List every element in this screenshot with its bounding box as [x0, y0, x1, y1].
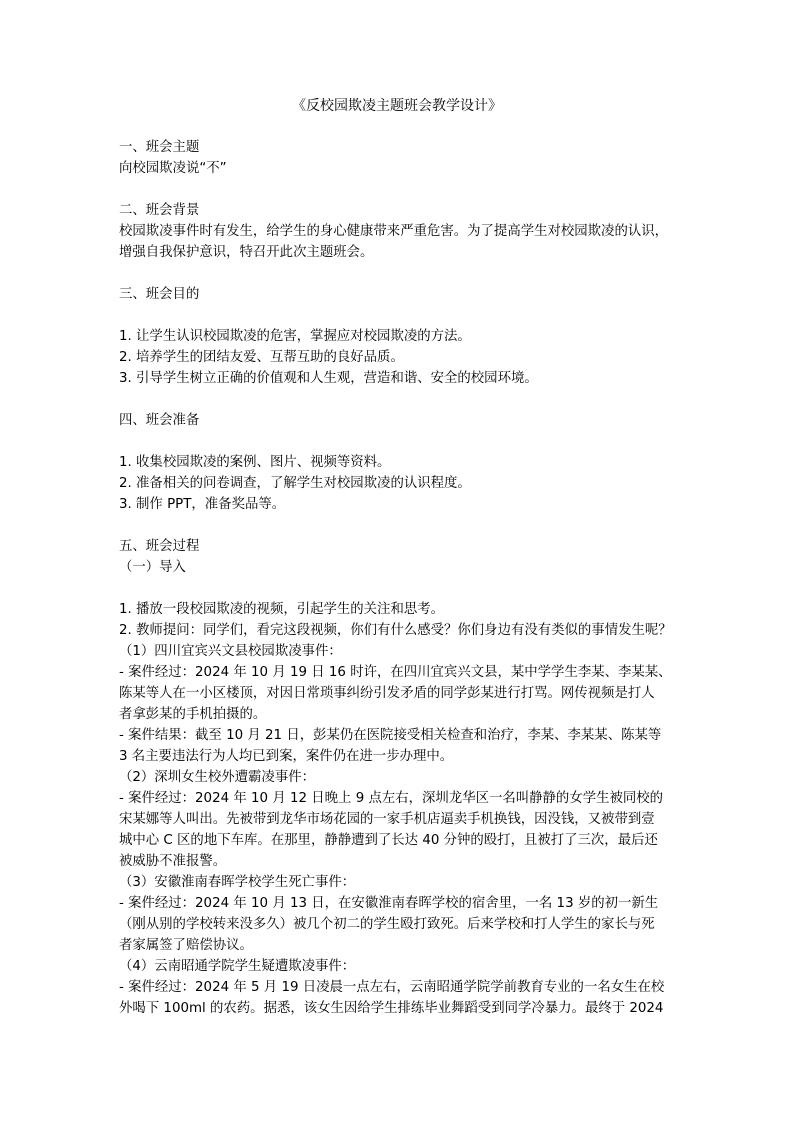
paragraph-line: - 案件结果：截至 10 月 21 日，彭某仍在医院接受相关检查和治疗，李某、李某某、陈某等 [119, 728, 662, 743]
document-body [119, 137, 685, 1019]
section-text-theme: 向校园欺凌说“不” [119, 161, 227, 176]
list-item: 1. 收集校园欺凌的案例、图片、视频等资料。 [119, 455, 391, 470]
paragraph-line: - 案件经过：2024 年 10 月 19 日 16 时许，在四川宜宾兴文县，某中学学生李某、李某某、 [119, 665, 672, 680]
paragraph-line: 者拿彭某的手机拍摄的。 [119, 707, 267, 722]
paragraph-line: 增强自我保护意识，特召开此次主题班会。 [119, 245, 374, 260]
paragraph-line: 1. 播放一段校园欺凌的视频，引起学生的关注和思考。 [119, 602, 445, 617]
case-heading: （1）四川宜宾兴文县校园欺凌事件： [119, 644, 342, 659]
paragraph-line: 2. 教师提问：同学们，看完这段视频，你们有什么感受？你们身边有没有类似的事情发生呢？ [119, 623, 672, 638]
subsection-heading-intro: （一）导入 [119, 560, 186, 575]
paragraph-line: - 案件经过：2024 年 5 月 19 日凌晨一点左右，云南昭通学院学前教育专业的一名女生在校 [119, 980, 665, 995]
paragraph-line: 宋某娜等人叫出。先被带到龙华市场花园的一家手机店逼卖手机换钱，因没钱，又被带到壹 [119, 812, 655, 827]
paragraph-line: - 案件经过：2024 年 10 月 12 日晚上 9 点左右，深圳龙华区一名叫静静的女学生被同校的 [119, 791, 664, 806]
section-heading-background: 二、班会背景 [119, 203, 200, 218]
section-heading-process: 五、班会过程 [119, 539, 200, 554]
list-item: 1. 让学生认识校园欺凌的危害，掌握应对校园欺凌的方法。 [119, 329, 471, 344]
paragraph-line: 者家属签了赔偿协议。 [119, 938, 253, 953]
section-heading-theme: 一、班会主题 [119, 140, 200, 155]
paragraph-line: 城中心 C 区的地下车库。在那里，静静遭到了长达 40 分钟的殴打，且被打了三次，最后还 [119, 833, 658, 848]
list-item: 3. 制作 PPT，准备奖品等。 [119, 497, 286, 512]
list-item: 3. 引导学生树立正确的价值观和人生观，营造和谐、安全的校园环境。 [119, 371, 538, 386]
paragraph-line: - 案件经过：2024 年 10 月 13 日，在安徽淮南春晖学校的宿舍里，一名 13 岁的初一新生 [119, 896, 659, 911]
list-item: 2. 准备相关的问卷调查，了解学生对校园欺凌的认识程度。 [119, 476, 471, 491]
case-heading: （3）安徽淮南春晖学校学生死亡事件： [119, 875, 356, 890]
paragraph-line: （刚从别的学校转来没多久）被几个初二的学生殴打致死。后来学校和打人学生的家长与死 [119, 917, 655, 932]
document-title: 《反校园欺凌主题班会教学设计》 [292, 98, 502, 114]
section-heading-preparation: 四、班会准备 [119, 413, 200, 428]
paragraph-line: 3 名主要违法行为人均已到案，案件仍在进一步办理中。 [119, 749, 454, 764]
list-item: 2. 培养学生的团结友爱、互帮互助的良好品质。 [119, 350, 404, 365]
case-heading: （2）深圳女生校外遭霸凌事件： [119, 770, 315, 785]
section-heading-purpose: 三、班会目的 [119, 287, 200, 302]
paragraph-line: 外喝下 100ml 的农药。据悉，该女生因给学生排练毕业舞蹈受到同学冷暴力。最终于 2024 [119, 1001, 664, 1016]
paragraph-line: 校园欺凌事件时有发生，给学生的身心健康带来严重危害。为了提高学生对校园欺凌的认识， [119, 224, 669, 239]
case-heading: （4）云南昭通学院学生疑遭欺凌事件： [119, 959, 356, 974]
paragraph-line: 被威胁不准报警。 [119, 854, 227, 869]
paragraph-line: 陈某等人在一小区楼顶，对因日常琐事纠纷引发矛盾的同学彭某进行打骂。网传视频是打人 [119, 686, 655, 701]
